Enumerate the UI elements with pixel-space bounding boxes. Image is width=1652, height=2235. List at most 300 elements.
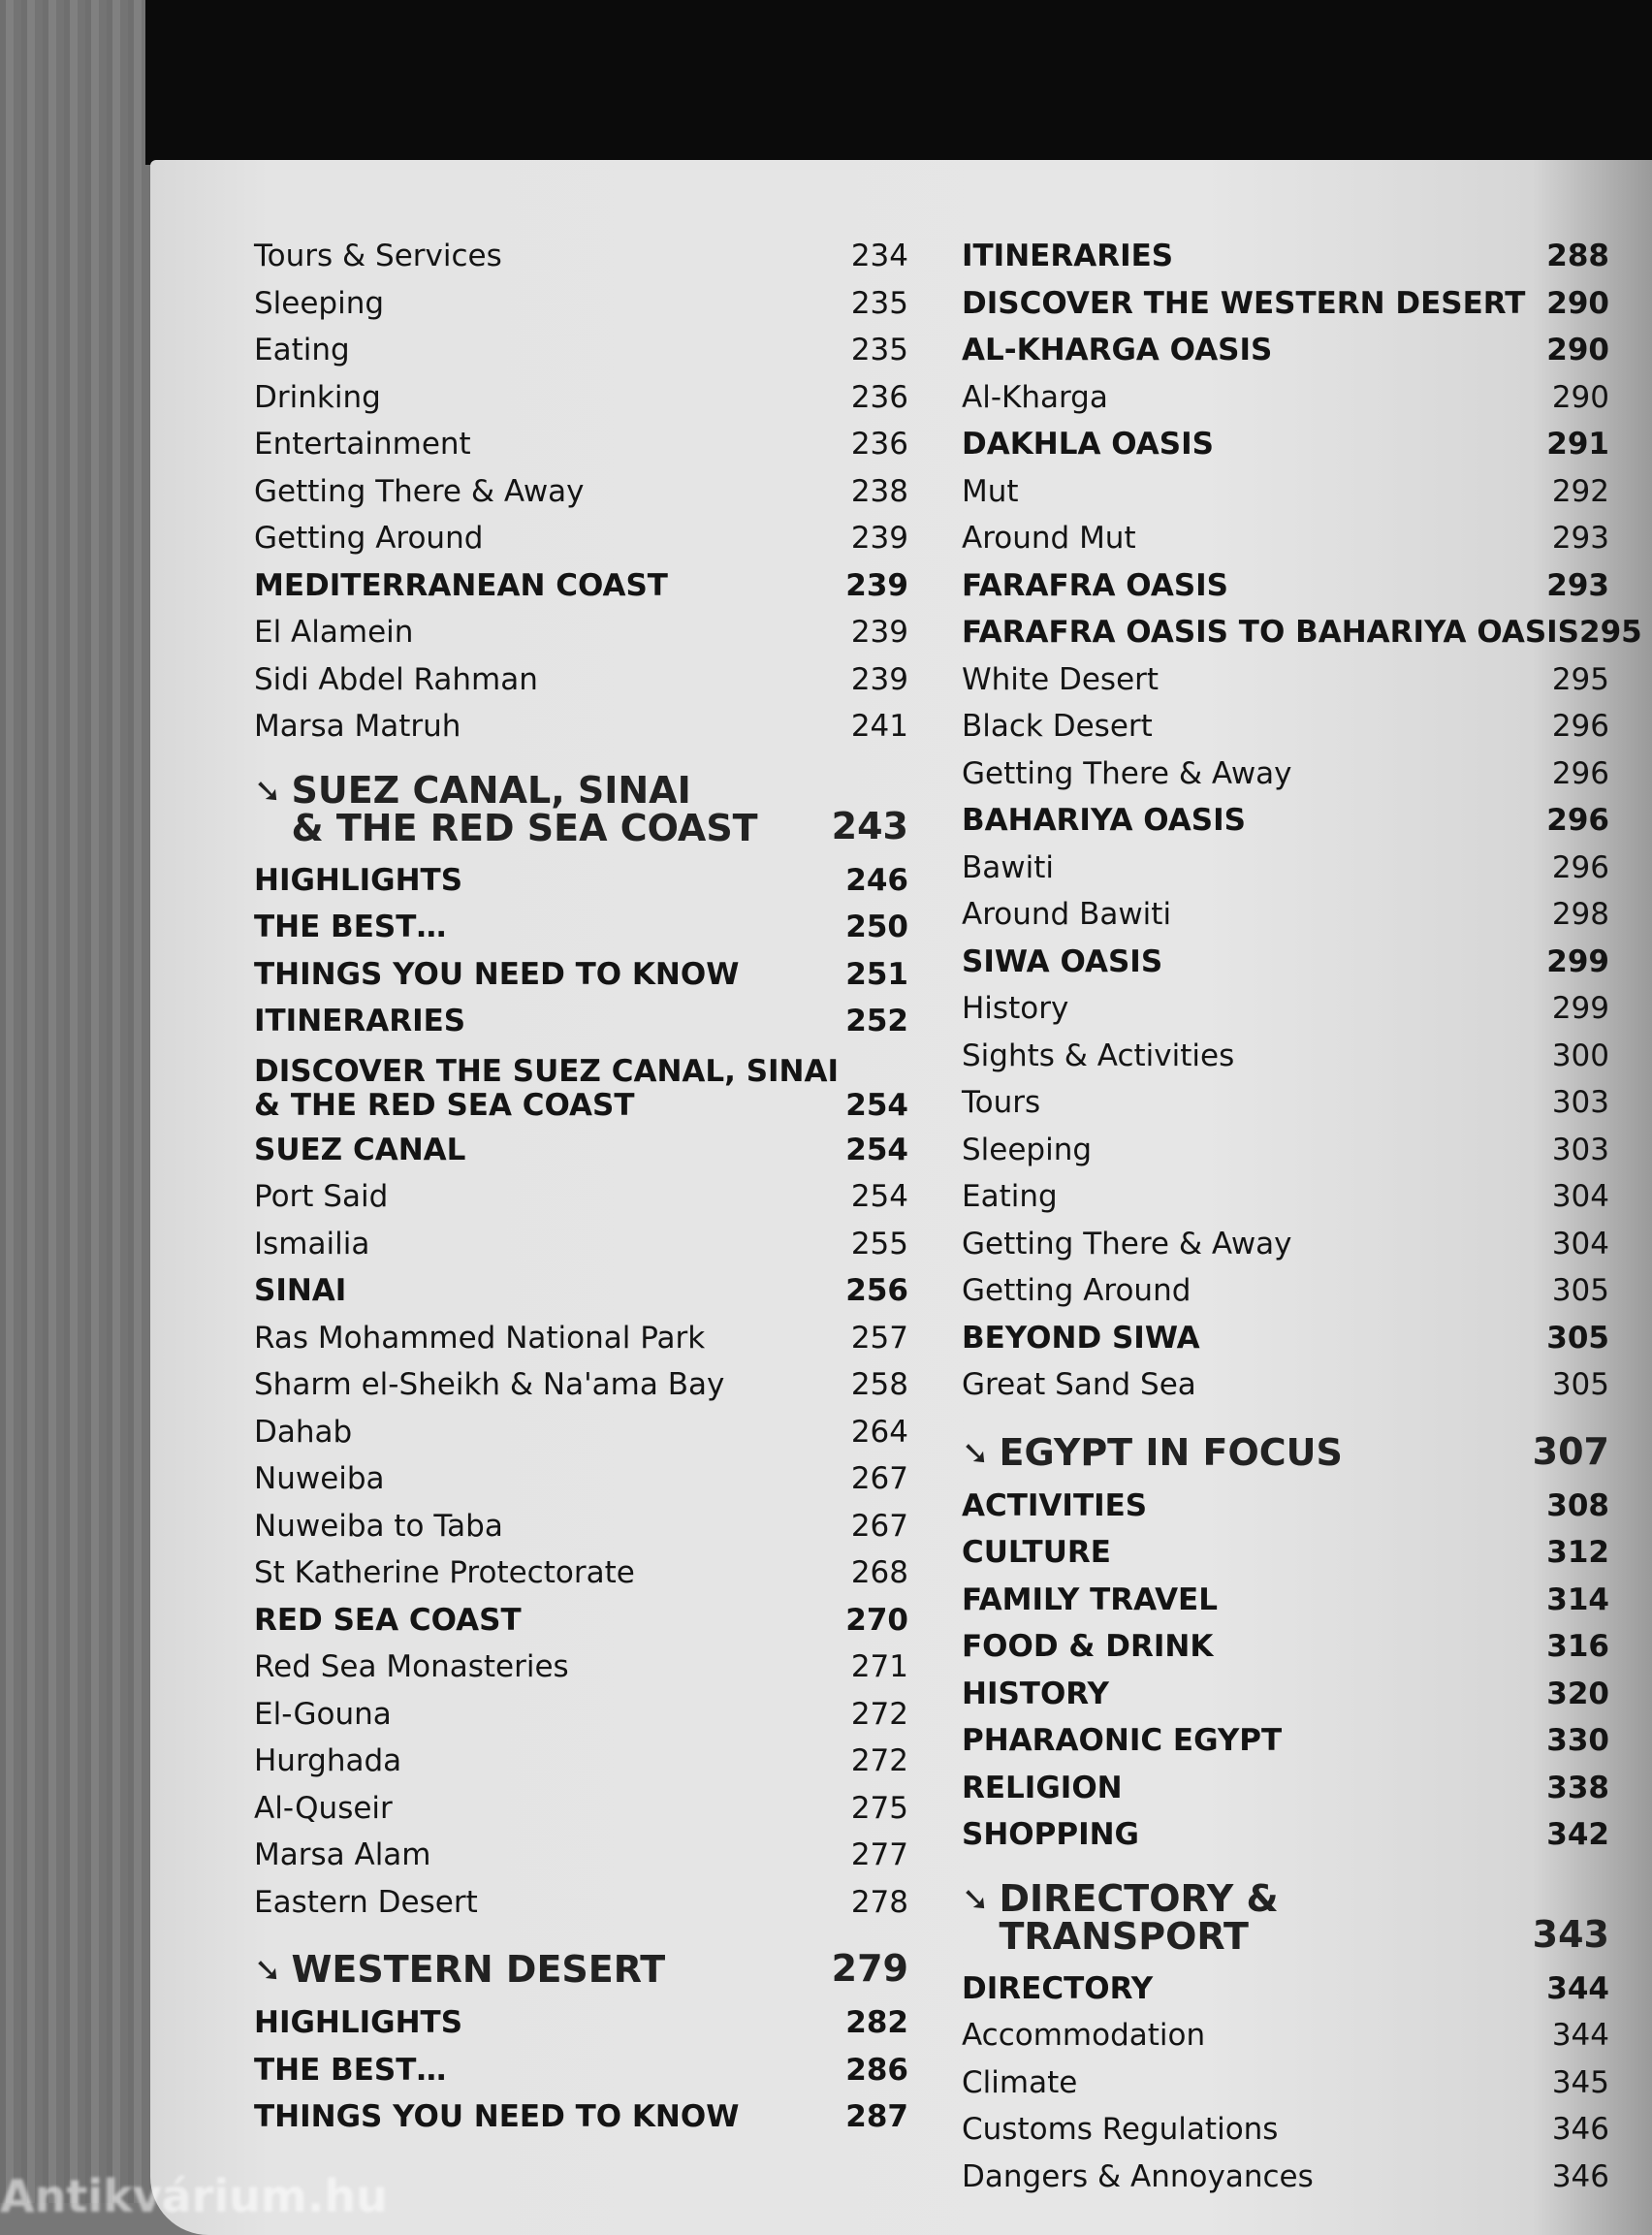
toc-entry	[254, 998, 908, 1045]
toc-entry-title: Al-Kharga	[962, 379, 1108, 415]
toc-entry-title: ACTIVITIES	[962, 1487, 1148, 1523]
toc-page-number: 277	[850, 1837, 908, 1873]
toc-page-number: 239	[850, 615, 908, 651]
toc-left-column	[254, 233, 908, 2141]
toc-entry	[962, 1965, 1609, 2013]
toc-entry-title-wrap	[254, 1555, 635, 1590]
toc-entry-title-wrap	[962, 474, 1019, 509]
toc-entry-title: SIWA OASIS	[962, 943, 1163, 979]
toc-page-number: 267	[850, 1508, 908, 1544]
toc-entry	[962, 562, 1609, 610]
toc-entry-title-wrap	[962, 1723, 1282, 1758]
toc-entry	[254, 609, 908, 656]
toc-page-number: 236	[850, 379, 908, 415]
toc-entry-title-wrap	[254, 910, 446, 944]
toc-entry	[962, 2106, 1609, 2154]
toc-entry-title: Black Desert	[962, 709, 1153, 745]
toc-entry-title-wrap	[254, 333, 350, 367]
toc-entry	[254, 1879, 908, 1927]
toc-page-number: 243	[831, 804, 908, 847]
toc-entry-title: Sleeping	[962, 1132, 1093, 1167]
toc-section-heading	[962, 1430, 1609, 1473]
toc-page-number: 343	[1532, 1912, 1609, 1956]
toc-entry	[254, 1644, 908, 1691]
toc-entry	[254, 1173, 908, 1221]
toc-entry	[962, 1221, 1609, 1268]
toc-entry	[962, 656, 1609, 704]
toc-entry	[254, 327, 908, 374]
toc-entry-title: BAHARIYA OASIS	[962, 803, 1246, 839]
toc-entry	[962, 2012, 1609, 2059]
toc-entry-title-wrap	[962, 1273, 1191, 1308]
toc-entry-title-wrap	[254, 2053, 446, 2088]
toc-entry-title-wrap	[254, 2099, 739, 2134]
toc-entry	[962, 327, 1609, 374]
toc-entry-title: BEYOND SIWA	[962, 1320, 1200, 1356]
toc-entry-title: Climate	[962, 2064, 1078, 2100]
toc-entry	[254, 421, 908, 468]
toc-entry-title: Getting There & Away	[254, 473, 585, 509]
toc-entry	[962, 1267, 1609, 1315]
toc-entry-title: Customs Regulations	[962, 2112, 1279, 2148]
toc-page-number: 258	[850, 1367, 908, 1403]
toc-page-number: 345	[1551, 2064, 1609, 2100]
toc-entry	[254, 374, 908, 422]
toc-entry-title-wrap	[962, 1321, 1200, 1356]
toc-entry	[962, 374, 1609, 422]
toc-entry	[962, 1079, 1609, 1127]
toc-entry-title: Mut	[962, 473, 1019, 509]
toc-entry-title-wrap	[254, 427, 471, 462]
toc-entry-title-wrap	[254, 1509, 503, 1544]
section-arrow-icon: ➘	[254, 771, 282, 811]
toc-entry-title: Tours & Services	[254, 239, 502, 274]
toc-entry	[962, 1529, 1609, 1577]
toc-page-number: 298	[1551, 897, 1609, 933]
toc-entry-title-wrap	[962, 1676, 1109, 1711]
toc-page-number: 254	[845, 1132, 908, 1167]
toc-entry	[962, 845, 1609, 892]
toc-entry	[254, 904, 908, 951]
toc-entry-title-wrap	[254, 521, 483, 556]
toc-page-number: 296	[1551, 709, 1609, 745]
toc-entry-title-wrap	[254, 662, 538, 697]
toc-entry	[962, 1765, 1609, 1812]
toc-section-heading	[254, 1947, 908, 1990]
toc-entry-title-wrap	[254, 1837, 431, 1872]
toc-entry	[962, 1173, 1609, 1221]
toc-page-number: 346	[1551, 2158, 1609, 2194]
toc-entry-title: PHARAONIC EGYPT	[962, 1723, 1283, 1759]
toc-entry-title: Dangers & Annoyances	[962, 2158, 1314, 2194]
toc-page-number: 290	[1551, 379, 1609, 415]
toc-entry	[254, 2047, 908, 2094]
toc-page-number: 344	[1546, 1970, 1609, 2006]
toc-page-number: 241	[850, 709, 908, 745]
toc-entry	[962, 1623, 1609, 1671]
toc-entry	[254, 1999, 908, 2047]
toc-entry-title: FAMILY TRAVEL	[962, 1581, 1218, 1617]
toc-page-number: 300	[1551, 1038, 1609, 1073]
toc-entry-title-wrap	[254, 1649, 569, 1684]
toc-entry-title-wrap	[254, 1603, 522, 1638]
toc-entry-title: Eating	[962, 1179, 1058, 1215]
toc-entry-title: THINGS YOU NEED TO KNOW	[254, 2099, 740, 2135]
toc-entry-title-wrap	[254, 239, 502, 273]
toc-entry	[254, 233, 908, 280]
toc-page-number: 304	[1551, 1226, 1609, 1261]
toc-entry	[962, 233, 1609, 280]
watermark: Antikvárium.hu	[0, 2170, 388, 2222]
toc-entry-title-wrap	[962, 521, 1136, 556]
toc-entry-title-wrap	[254, 2005, 462, 2040]
toc-entry-title-wrap	[254, 709, 461, 744]
toc-section-heading	[254, 768, 908, 849]
toc-entry-title: Getting Around	[962, 1273, 1191, 1309]
toc-entry-title: Dahab	[254, 1414, 353, 1450]
toc-entry-title-wrap	[962, 1430, 1343, 1474]
toc-page-number: 239	[845, 567, 908, 603]
toc-page-number: 271	[850, 1649, 908, 1685]
toc-page-number: 239	[850, 661, 908, 697]
toc-entry	[254, 515, 908, 562]
toc-entry-title: AL-KHARGA OASIS	[962, 333, 1273, 368]
toc-entry-title: Great Sand Sea	[962, 1367, 1196, 1403]
toc-entry	[254, 1691, 908, 1739]
toc-page-number: 308	[1546, 1487, 1609, 1523]
toc-entry-title: FOOD & DRINK	[962, 1629, 1214, 1665]
toc-entry-title: SHOPPING	[962, 1817, 1139, 1853]
toc-right-column	[962, 233, 1642, 2200]
toc-entry-title: EGYPT IN FOCUS	[999, 1430, 1343, 1474]
toc-entry-title-wrap	[962, 1133, 1092, 1167]
toc-entry-title-wrap	[254, 768, 758, 849]
toc-entry-title: El-Gouna	[254, 1696, 392, 1732]
toc-entry-title: Al-Quseir	[254, 1790, 393, 1826]
toc-entry-title: DIRECTORY & TRANSPORT	[999, 1876, 1279, 1958]
toc-page-number: 238	[850, 473, 908, 509]
toc-page-number: 286	[845, 2052, 908, 2088]
toc-entry-title: Marsa Matruh	[254, 709, 461, 745]
toc-entry	[962, 2059, 1609, 2107]
toc-entry	[254, 1267, 908, 1315]
toc-entry-title-wrap	[254, 957, 739, 992]
toc-entry-title-wrap	[962, 2112, 1278, 2147]
toc-entry-title-wrap	[254, 615, 413, 650]
toc-page-number: 250	[845, 910, 908, 945]
toc-entry-title: Nuweiba	[254, 1461, 385, 1497]
toc-entry-title: DAKHLA OASIS	[962, 427, 1214, 463]
toc-entry-title: St Katherine Protectorate	[254, 1555, 635, 1591]
toc-entry-title-wrap	[254, 568, 668, 603]
toc-entry	[962, 1033, 1609, 1080]
toc-page-number: 330	[1546, 1723, 1609, 1759]
toc-page-number: 267	[850, 1461, 908, 1497]
toc-entry-title: RELIGION	[962, 1770, 1123, 1805]
toc-page-number: 342	[1546, 1817, 1609, 1853]
toc-entry	[254, 2093, 908, 2141]
toc-entry-title: MEDITERRANEAN COAST	[254, 567, 668, 603]
toc-page-number: 296	[1551, 849, 1609, 885]
toc-entry	[254, 562, 908, 610]
toc-entry-title: Tours	[962, 1085, 1041, 1121]
toc-entry-title-wrap	[962, 239, 1173, 273]
toc-entry-title: Sharm el-Sheikh & Na'ama Bay	[254, 1367, 725, 1403]
toc-page-number: 338	[1546, 1770, 1609, 1805]
toc-entry-title: Entertainment	[254, 427, 471, 463]
toc-entry-title: HIGHLIGHTS	[254, 862, 463, 898]
toc-page-number: 288	[1546, 239, 1609, 274]
toc-page-number: 246	[845, 862, 908, 898]
toc-entry	[254, 1785, 908, 1833]
toc-entry	[962, 2154, 1609, 2201]
toc-page-number: 256	[845, 1273, 908, 1309]
toc-page-number: 316	[1546, 1629, 1609, 1665]
toc-page-number: 264	[850, 1414, 908, 1450]
toc-entry-title-wrap	[962, 1582, 1218, 1617]
toc-page-number: 346	[1551, 2112, 1609, 2148]
toc-entry-title: Accommodation	[962, 2018, 1206, 2054]
toc-entry	[254, 656, 908, 704]
toc-entry-title: Sights & Activities	[962, 1038, 1235, 1073]
toc-entry-title-wrap	[254, 380, 381, 415]
toc-entry-title-wrap	[254, 286, 384, 321]
toc-entry-title: Sidi Abdel Rahman	[254, 661, 538, 697]
toc-entry	[962, 1671, 1609, 1718]
toc-page-number: 268	[850, 1555, 908, 1591]
toc-page-number: 305	[1546, 1320, 1609, 1356]
toc-page-number: 282	[845, 2005, 908, 2041]
toc-entry-title-wrap	[962, 568, 1228, 603]
toc-page-number: 239	[850, 521, 908, 557]
toc-entry-title: Getting Around	[254, 521, 484, 557]
toc-entry-title-wrap	[254, 1227, 369, 1261]
toc-entry-title: HISTORY	[962, 1676, 1109, 1711]
toc-page-number: 272	[850, 1696, 908, 1732]
toc-entry-title: Eastern Desert	[254, 1884, 478, 1920]
toc-entry-title-wrap	[962, 1227, 1292, 1261]
toc-entry-title-wrap	[962, 1085, 1040, 1120]
toc-entry-title-wrap	[962, 850, 1054, 885]
toc-page-number: 299	[1546, 943, 1609, 979]
toc-entry-title-wrap	[254, 863, 462, 898]
toc-entry-title: El Alamein	[254, 615, 414, 651]
dark-top-band	[145, 0, 1652, 165]
toc-entry-title-wrap	[962, 427, 1214, 462]
toc-page-number: 290	[1546, 333, 1609, 368]
toc-page-number: 292	[1551, 473, 1609, 509]
toc-entry	[254, 468, 908, 516]
toc-entry-title-wrap	[962, 897, 1171, 932]
toc-page-number: 254	[845, 1087, 908, 1123]
toc-entry-title-wrap	[962, 333, 1272, 367]
toc-entry	[962, 515, 1609, 562]
toc-entry-title: Port Said	[254, 1179, 389, 1215]
toc-entry	[962, 1577, 1609, 1624]
toc-entry-title: Around Mut	[962, 521, 1136, 557]
toc-entry-title: CULTURE	[962, 1535, 1111, 1571]
toc-entry	[962, 280, 1609, 328]
toc-entry-title: Eating	[254, 333, 350, 368]
toc-page-number: 295	[1551, 661, 1609, 697]
toc-page-number: 291	[1546, 427, 1609, 463]
toc-entry-title: HIGHLIGHTS	[254, 2005, 463, 2041]
toc-entry-title-wrap	[254, 1791, 393, 1826]
toc-page-number: 344	[1551, 2018, 1609, 2054]
toc-entry-title: THE BEST…	[254, 2052, 447, 2088]
toc-entry	[962, 1315, 1609, 1362]
toc-page-number: 304	[1551, 1179, 1609, 1215]
toc-entry	[254, 857, 908, 905]
toc-entry	[962, 891, 1609, 939]
toc-page-number: 296	[1551, 755, 1609, 791]
toc-page-number: 270	[845, 1602, 908, 1638]
toc-page-number: 252	[845, 1004, 908, 1039]
toc-entry-title-wrap	[962, 2065, 1077, 2100]
toc-entry-title-wrap	[254, 1461, 385, 1496]
toc-entry	[962, 1811, 1609, 1859]
toc-entry-title-wrap	[962, 286, 1525, 321]
toc-entry-title-wrap	[962, 756, 1292, 791]
toc-entry-title-wrap	[254, 1885, 478, 1920]
toc-entry	[962, 750, 1609, 798]
toc-entry-title-wrap	[254, 1367, 724, 1402]
toc-page-number: 314	[1546, 1581, 1609, 1617]
toc-entry-title-wrap	[962, 2018, 1205, 2053]
toc-entry	[254, 1315, 908, 1362]
toc-entry-title: Sleeping	[254, 285, 385, 321]
toc-entry-title-wrap	[962, 1367, 1196, 1402]
section-arrow-icon: ➘	[962, 1433, 990, 1473]
toc-entry-title-wrap	[962, 615, 1579, 650]
toc-entry-title: Bawiti	[962, 849, 1054, 885]
toc-page-number: 320	[1546, 1676, 1609, 1711]
toc-entry-title: DISCOVER THE SUEZ CANAL, SINAI & THE RED SEA COAST	[254, 1053, 840, 1123]
toc-page-number: 296	[1546, 803, 1609, 839]
toc-entry-title: WESTERN DESERT	[291, 1948, 666, 1991]
toc-page-number: 295	[1579, 615, 1642, 651]
toc-entry-title-wrap	[962, 991, 1068, 1026]
toc-entry-title: History	[962, 991, 1069, 1027]
toc-page-number: 293	[1546, 567, 1609, 603]
toc-entry-title-wrap	[962, 1535, 1111, 1570]
toc-entry-title: SINAI	[254, 1273, 347, 1309]
toc-entry-title: SUEZ CANAL	[254, 1132, 466, 1167]
toc-entry	[962, 1483, 1609, 1530]
toc-entry-title: Marsa Alam	[254, 1837, 431, 1873]
toc-entry	[962, 609, 1642, 656]
toc-entry-title-wrap	[962, 1876, 1533, 1958]
toc-entry-title-wrap	[254, 1133, 465, 1167]
toc-page-number: 234	[850, 239, 908, 274]
toc-entry-title: White Desert	[962, 661, 1160, 697]
toc-page-number: 236	[850, 427, 908, 463]
toc-entry	[962, 797, 1609, 845]
toc-page-number: 299	[1551, 991, 1609, 1027]
toc-entry	[254, 1738, 908, 1785]
toc-entry-title-wrap	[962, 1629, 1213, 1664]
toc-entry-title: DISCOVER THE WESTERN DESERT	[962, 285, 1526, 321]
toc-entry	[962, 1127, 1609, 1174]
toc-entry	[254, 1455, 908, 1503]
toc-entry	[254, 1221, 908, 1268]
toc-entry-title-wrap	[962, 1038, 1234, 1073]
toc-entry-title: Drinking	[254, 379, 381, 415]
toc-entry-title: SUEZ CANAL, SINAI & THE RED SEA COAST	[291, 768, 758, 849]
toc-entry	[254, 1597, 908, 1644]
toc-entry	[962, 1717, 1609, 1765]
toc-entry	[962, 703, 1609, 750]
toc-entry	[254, 1832, 908, 1879]
toc-entry	[254, 703, 908, 750]
toc-page-number: 255	[850, 1226, 908, 1261]
toc-entry-title: DIRECTORY	[962, 1970, 1154, 2006]
toc-page-number: 257	[850, 1320, 908, 1356]
section-arrow-icon: ➘	[962, 1879, 990, 1919]
toc-entry-title: FARAFRA OASIS TO BAHARIYA OASIS	[962, 615, 1580, 651]
toc-entry-title-wrap	[962, 662, 1159, 697]
toc-entry	[254, 951, 908, 999]
toc-entry-title: Nuweiba to Taba	[254, 1508, 503, 1544]
toc-entry-title-wrap	[254, 1697, 392, 1732]
toc-entry-title-wrap	[962, 2159, 1314, 2194]
toc-entry-title: Getting There & Away	[962, 1226, 1292, 1261]
toc-page-number: 235	[850, 285, 908, 321]
toc-entry-title: Ismailia	[254, 1226, 370, 1261]
toc-page-number: 251	[845, 956, 908, 992]
toc-entry-title: THINGS YOU NEED TO KNOW	[254, 956, 740, 992]
toc-entry	[962, 1361, 1609, 1409]
toc-entry	[254, 1503, 908, 1550]
toc-entry	[962, 985, 1609, 1033]
toc-page-number: 254	[850, 1179, 908, 1215]
toc-entry	[254, 1549, 908, 1597]
toc-page-number: 305	[1551, 1367, 1609, 1403]
toc-entry-title-wrap	[254, 1055, 839, 1123]
section-arrow-icon: ➘	[254, 1951, 282, 1990]
toc-entry-title: Ras Mohammed National Park	[254, 1320, 706, 1356]
toc-entry-title-wrap	[254, 1179, 388, 1214]
toc-entry	[254, 1409, 908, 1456]
toc-entry-title-wrap	[962, 1771, 1123, 1805]
toc-entry-title-wrap	[962, 1971, 1153, 2006]
toc-page-number: 272	[850, 1743, 908, 1779]
toc-page-number: 278	[850, 1884, 908, 1920]
toc-entry-title-wrap	[254, 1004, 465, 1038]
toc-page-number: 279	[831, 1947, 908, 1990]
toc-entry	[962, 939, 1609, 986]
toc-page-number: 303	[1551, 1132, 1609, 1167]
toc-entry	[962, 468, 1609, 516]
toc-page-number: 293	[1551, 521, 1609, 557]
toc-page-number: 307	[1532, 1429, 1609, 1473]
toc-entry-title: FARAFRA OASIS	[962, 567, 1229, 603]
toc-entry-title: Getting There & Away	[962, 755, 1292, 791]
toc-entry	[962, 421, 1609, 468]
toc-entry-title-wrap	[254, 474, 585, 509]
toc-entry-title-wrap	[254, 1948, 666, 1991]
toc-entry-title: ITINERARIES	[962, 239, 1174, 274]
toc-entry-title-wrap	[962, 1179, 1058, 1214]
toc-page-number: 235	[850, 333, 908, 368]
toc-entry	[254, 1127, 908, 1174]
toc-entry-title: Red Sea Monasteries	[254, 1649, 569, 1685]
toc-entry-title-wrap	[962, 944, 1162, 979]
toc-entry-title-wrap	[962, 1488, 1147, 1523]
toc-entry-title-wrap	[254, 1743, 401, 1778]
toc-entry-title: THE BEST…	[254, 910, 447, 945]
toc-entry-title-wrap	[962, 803, 1246, 838]
